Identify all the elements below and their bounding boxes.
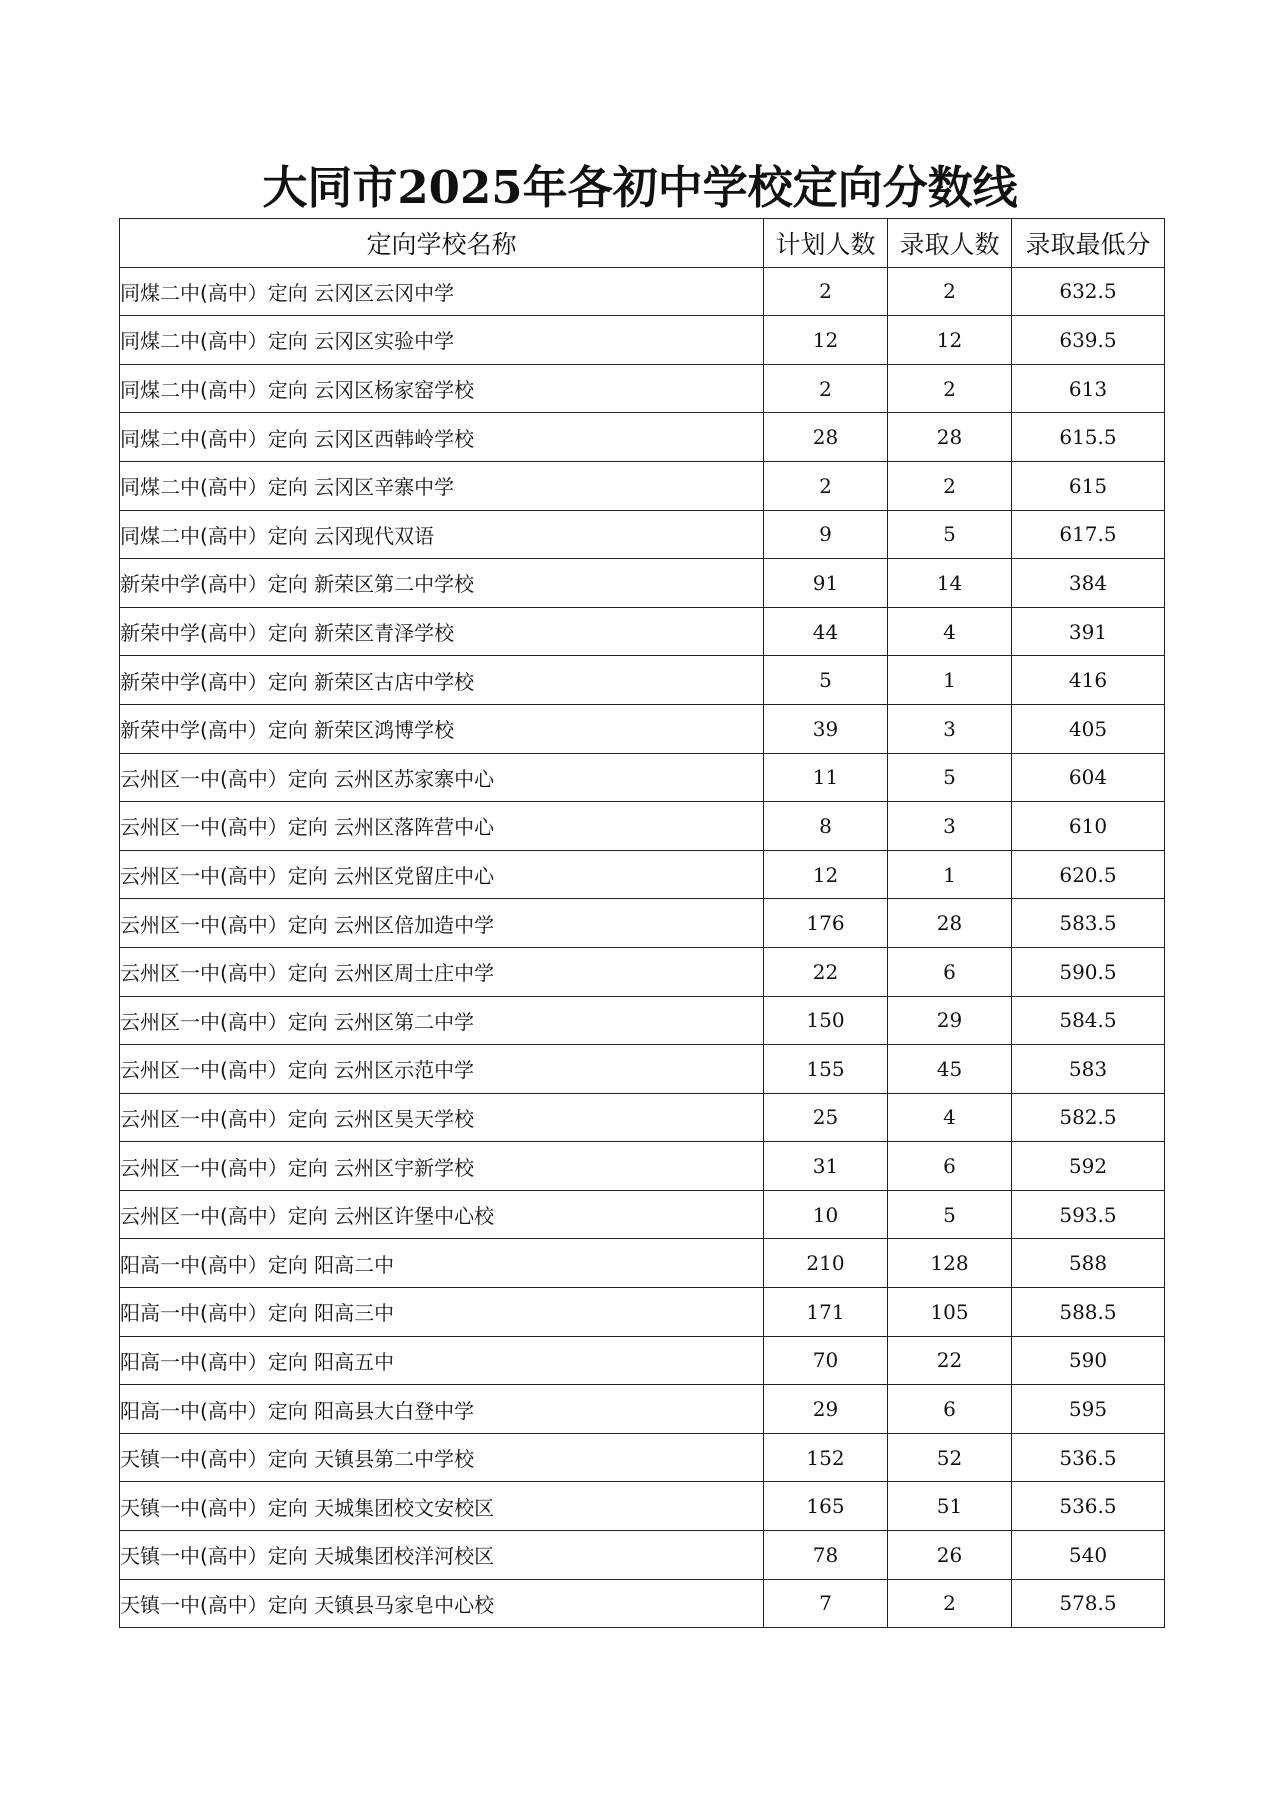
school-name-cell: 云州区一中(高中）定向 云州区周士庄中学 <box>120 947 764 996</box>
table-row <box>120 413 1165 462</box>
admitted-count-cell: 5 <box>888 510 1012 559</box>
min-score-cell: 595 <box>1012 1385 1165 1434</box>
table-row <box>120 753 1165 802</box>
plan-count-cell: 10 <box>764 1190 888 1239</box>
header-school-name: 定向学校名称 <box>120 219 764 268</box>
plan-count-cell: 39 <box>764 704 888 753</box>
plan-count-cell: 12 <box>764 850 888 899</box>
table-row <box>120 461 1165 510</box>
table-row <box>120 1045 1165 1094</box>
school-name-cell: 云州区一中(高中）定向 云州区第二中学 <box>120 996 764 1045</box>
plan-count-cell: 5 <box>764 656 888 705</box>
table-row <box>120 899 1165 948</box>
header-min-score: 录取最低分 <box>1012 219 1165 268</box>
score-table <box>119 218 1165 1628</box>
school-name-cell: 天镇一中(高中）定向 天镇县第二中学校 <box>120 1433 764 1482</box>
school-name-cell: 天镇一中(高中）定向 天城集团校文安校区 <box>120 1482 764 1531</box>
plan-count-cell: 91 <box>764 559 888 608</box>
table-row <box>120 996 1165 1045</box>
min-score-cell: 582.5 <box>1012 1093 1165 1142</box>
plan-count-cell: 22 <box>764 947 888 996</box>
header-admitted-count: 录取人数 <box>888 219 1012 268</box>
table-row <box>120 510 1165 559</box>
min-score-cell: 540 <box>1012 1531 1165 1580</box>
table-row <box>120 1190 1165 1239</box>
plan-count-cell: 2 <box>764 461 888 510</box>
plan-count-cell: 2 <box>764 267 888 316</box>
min-score-cell: 615 <box>1012 461 1165 510</box>
table-row <box>120 947 1165 996</box>
plan-count-cell: 31 <box>764 1142 888 1191</box>
school-name-cell: 同煤二中(高中）定向 云冈区西韩岭学校 <box>120 413 764 462</box>
table-row <box>120 1142 1165 1191</box>
plan-count-cell: 7 <box>764 1579 888 1628</box>
admitted-count-cell: 52 <box>888 1433 1012 1482</box>
plan-count-cell: 176 <box>764 899 888 948</box>
table-row <box>120 656 1165 705</box>
school-name-cell: 阳高一中(高中）定向 阳高县大白登中学 <box>120 1385 764 1434</box>
school-name-cell: 阳高一中(高中）定向 阳高二中 <box>120 1239 764 1288</box>
min-score-cell: 536.5 <box>1012 1482 1165 1531</box>
min-score-cell: 613 <box>1012 364 1165 413</box>
table-row <box>120 1239 1165 1288</box>
plan-count-cell: 155 <box>764 1045 888 1094</box>
admitted-count-cell: 1 <box>888 656 1012 705</box>
admitted-count-cell: 51 <box>888 1482 1012 1531</box>
admitted-count-cell: 6 <box>888 1385 1012 1434</box>
header-plan-count: 计划人数 <box>764 219 888 268</box>
table-row <box>120 316 1165 365</box>
min-score-cell: 536.5 <box>1012 1433 1165 1482</box>
admitted-count-cell: 2 <box>888 1579 1012 1628</box>
admitted-count-cell: 2 <box>888 267 1012 316</box>
plan-count-cell: 152 <box>764 1433 888 1482</box>
min-score-cell: 610 <box>1012 802 1165 851</box>
admitted-count-cell: 14 <box>888 559 1012 608</box>
school-name-cell: 同煤二中(高中）定向 云冈区云冈中学 <box>120 267 764 316</box>
table-row <box>120 559 1165 608</box>
table-row <box>120 850 1165 899</box>
plan-count-cell: 165 <box>764 1482 888 1531</box>
school-name-cell: 同煤二中(高中）定向 云冈现代双语 <box>120 510 764 559</box>
plan-count-cell: 150 <box>764 996 888 1045</box>
admitted-count-cell: 4 <box>888 1093 1012 1142</box>
school-name-cell: 新荣中学(高中）定向 新荣区鸿博学校 <box>120 704 764 753</box>
school-name-cell: 同煤二中(高中）定向 云冈区实验中学 <box>120 316 764 365</box>
min-score-cell: 588.5 <box>1012 1288 1165 1337</box>
school-name-cell: 云州区一中(高中）定向 云州区苏家寨中心 <box>120 753 764 802</box>
table-row <box>120 267 1165 316</box>
table-row <box>120 1336 1165 1385</box>
admitted-count-cell: 4 <box>888 607 1012 656</box>
min-score-cell: 583.5 <box>1012 899 1165 948</box>
school-name-cell: 阳高一中(高中）定向 阳高五中 <box>120 1336 764 1385</box>
school-name-cell: 云州区一中(高中）定向 云州区倍加造中学 <box>120 899 764 948</box>
table-row <box>120 1385 1165 1434</box>
min-score-cell: 639.5 <box>1012 316 1165 365</box>
table-row <box>120 1531 1165 1580</box>
school-name-cell: 云州区一中(高中）定向 云州区昊天学校 <box>120 1093 764 1142</box>
min-score-cell: 416 <box>1012 656 1165 705</box>
school-name-cell: 天镇一中(高中）定向 天城集团校洋河校区 <box>120 1531 764 1580</box>
plan-count-cell: 8 <box>764 802 888 851</box>
admitted-count-cell: 29 <box>888 996 1012 1045</box>
school-name-cell: 同煤二中(高中）定向 云冈区杨家窑学校 <box>120 364 764 413</box>
admitted-count-cell: 28 <box>888 413 1012 462</box>
admitted-count-cell: 2 <box>888 364 1012 413</box>
table-body <box>120 267 1165 1628</box>
admitted-count-cell: 5 <box>888 1190 1012 1239</box>
admitted-count-cell: 3 <box>888 802 1012 851</box>
plan-count-cell: 11 <box>764 753 888 802</box>
table-row <box>120 364 1165 413</box>
min-score-cell: 590.5 <box>1012 947 1165 996</box>
school-name-cell: 新荣中学(高中）定向 新荣区古店中学校 <box>120 656 764 705</box>
school-name-cell: 云州区一中(高中）定向 云州区落阵营中心 <box>120 802 764 851</box>
plan-count-cell: 2 <box>764 364 888 413</box>
school-name-cell: 云州区一中(高中）定向 云州区宇新学校 <box>120 1142 764 1191</box>
admitted-count-cell: 12 <box>888 316 1012 365</box>
table-row <box>120 1482 1165 1531</box>
min-score-cell: 615.5 <box>1012 413 1165 462</box>
admitted-count-cell: 2 <box>888 461 1012 510</box>
school-name-cell: 天镇一中(高中）定向 天镇县马家皂中心校 <box>120 1579 764 1628</box>
plan-count-cell: 210 <box>764 1239 888 1288</box>
admitted-count-cell: 5 <box>888 753 1012 802</box>
min-score-cell: 632.5 <box>1012 267 1165 316</box>
min-score-cell: 617.5 <box>1012 510 1165 559</box>
school-name-cell: 阳高一中(高中）定向 阳高三中 <box>120 1288 764 1337</box>
min-score-cell: 590 <box>1012 1336 1165 1385</box>
school-name-cell: 新荣中学(高中）定向 新荣区青泽学校 <box>120 607 764 656</box>
table-row <box>120 1579 1165 1628</box>
min-score-cell: 604 <box>1012 753 1165 802</box>
school-name-cell: 新荣中学(高中）定向 新荣区第二中学校 <box>120 559 764 608</box>
plan-count-cell: 29 <box>764 1385 888 1434</box>
table-header <box>120 219 1165 268</box>
min-score-cell: 588 <box>1012 1239 1165 1288</box>
plan-count-cell: 12 <box>764 316 888 365</box>
min-score-cell: 578.5 <box>1012 1579 1165 1628</box>
plan-count-cell: 25 <box>764 1093 888 1142</box>
min-score-cell: 620.5 <box>1012 850 1165 899</box>
admitted-count-cell: 22 <box>888 1336 1012 1385</box>
admitted-count-cell: 1 <box>888 850 1012 899</box>
admitted-count-cell: 45 <box>888 1045 1012 1094</box>
plan-count-cell: 171 <box>764 1288 888 1337</box>
min-score-cell: 405 <box>1012 704 1165 753</box>
plan-count-cell: 78 <box>764 1531 888 1580</box>
admitted-count-cell: 3 <box>888 704 1012 753</box>
school-name-cell: 云州区一中(高中）定向 云州区许堡中心校 <box>120 1190 764 1239</box>
table-row <box>120 1093 1165 1142</box>
min-score-cell: 593.5 <box>1012 1190 1165 1239</box>
admitted-count-cell: 128 <box>888 1239 1012 1288</box>
plan-count-cell: 70 <box>764 1336 888 1385</box>
table-row <box>120 1288 1165 1337</box>
min-score-cell: 592 <box>1012 1142 1165 1191</box>
table-row <box>120 802 1165 851</box>
min-score-cell: 584.5 <box>1012 996 1165 1045</box>
header-row <box>120 219 1165 268</box>
table-row <box>120 704 1165 753</box>
min-score-cell: 391 <box>1012 607 1165 656</box>
admitted-count-cell: 26 <box>888 1531 1012 1580</box>
admitted-count-cell: 6 <box>888 1142 1012 1191</box>
school-name-cell: 同煤二中(高中）定向 云冈区辛寨中学 <box>120 461 764 510</box>
admitted-count-cell: 105 <box>888 1288 1012 1337</box>
table-row <box>120 1433 1165 1482</box>
page-title: 大同市2025年各初中学校定向分数线 <box>262 161 1018 214</box>
table-row <box>120 607 1165 656</box>
plan-count-cell: 44 <box>764 607 888 656</box>
admitted-count-cell: 6 <box>888 947 1012 996</box>
admitted-count-cell: 28 <box>888 899 1012 948</box>
school-name-cell: 云州区一中(高中）定向 云州区党留庄中心 <box>120 850 764 899</box>
school-name-cell: 云州区一中(高中）定向 云州区示范中学 <box>120 1045 764 1094</box>
min-score-cell: 583 <box>1012 1045 1165 1094</box>
plan-count-cell: 9 <box>764 510 888 559</box>
min-score-cell: 384 <box>1012 559 1165 608</box>
plan-count-cell: 28 <box>764 413 888 462</box>
